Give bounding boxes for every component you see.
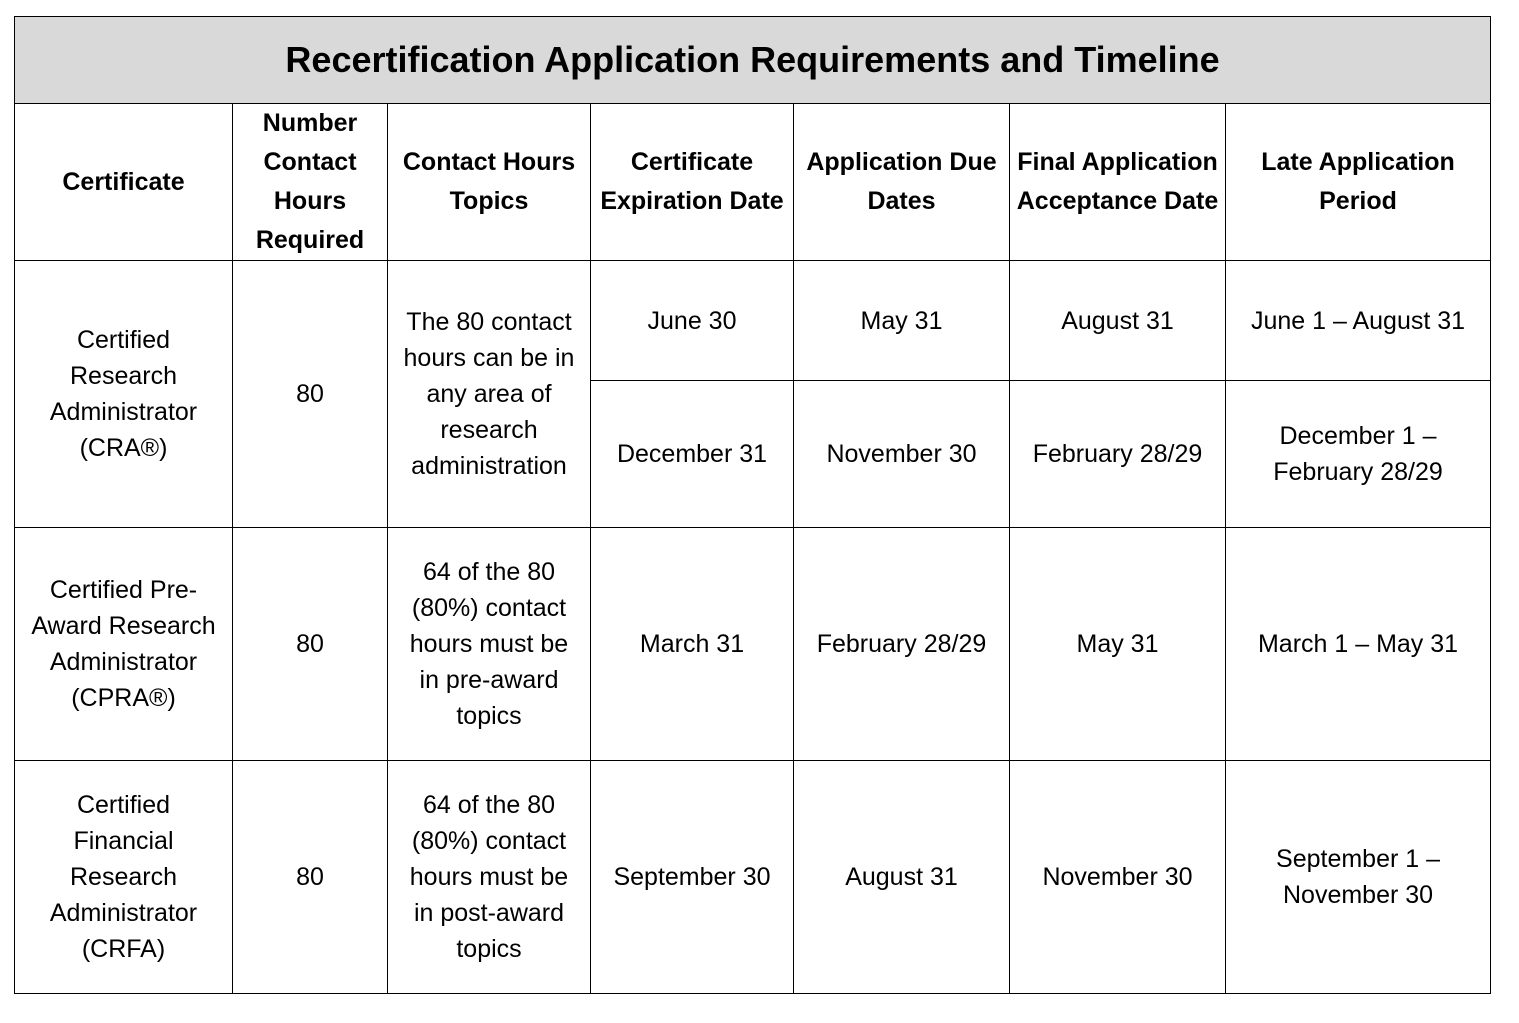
cra-certificate: Certified Research Administrator (CRA®): [15, 261, 233, 528]
cra-late-1: June 1 – August 31: [1226, 261, 1491, 381]
header-row: [15, 104, 1491, 261]
crfa-certificate: Certified Financial Research Administrator (CRFA): [15, 761, 233, 994]
cra-due-1: May 31: [794, 261, 1010, 381]
cra-final-2: February 28/29: [1010, 381, 1226, 528]
header-late-period: Late Application Period: [1226, 104, 1491, 261]
cpra-topics: 64 of the 80 (80%) contact hours must be in pre-award topics: [388, 528, 591, 761]
cpra-hours: 80: [233, 528, 388, 761]
cra-due-2: November 30: [794, 381, 1010, 528]
crfa-expiration: September 30: [591, 761, 794, 994]
table-title: Recertification Application Requirements and Timeline: [15, 17, 1491, 104]
cpra-certificate: Certified Pre-Award Research Administrator (CPRA®): [15, 528, 233, 761]
table-row: [15, 261, 1491, 381]
cpra-final: May 31: [1010, 528, 1226, 761]
cra-late-2: December 1 – February 28/29: [1226, 381, 1491, 528]
cra-hours: 80: [233, 261, 388, 528]
cpra-late: March 1 – May 31: [1226, 528, 1491, 761]
header-due-dates: Application Due Dates: [794, 104, 1010, 261]
cra-expiration-2: December 31: [591, 381, 794, 528]
header-expiration: Certificate Expiration Date: [591, 104, 794, 261]
crfa-hours: 80: [233, 761, 388, 994]
header-hours-required: Number Contact Hours Required: [233, 104, 388, 261]
header-certificate: Certificate: [15, 104, 233, 261]
cra-final-1: August 31: [1010, 261, 1226, 381]
table-row: [15, 528, 1491, 761]
crfa-late: September 1 – November 30: [1226, 761, 1491, 994]
cra-expiration-1: June 30: [591, 261, 794, 381]
cra-topics: The 80 contact hours can be in any area of research administration: [388, 261, 591, 528]
crfa-due: August 31: [794, 761, 1010, 994]
recertification-table-container: [14, 16, 1490, 994]
crfa-topics: 64 of the 80 (80%) contact hours must be in post-award topics: [388, 761, 591, 994]
header-topics: Contact Hours Topics: [388, 104, 591, 261]
cpra-due: February 28/29: [794, 528, 1010, 761]
recertification-table: [14, 16, 1491, 994]
header-final-acceptance: Final Application Acceptance Date: [1010, 104, 1226, 261]
cpra-expiration: March 31: [591, 528, 794, 761]
crfa-final: November 30: [1010, 761, 1226, 994]
table-row: [15, 761, 1491, 994]
